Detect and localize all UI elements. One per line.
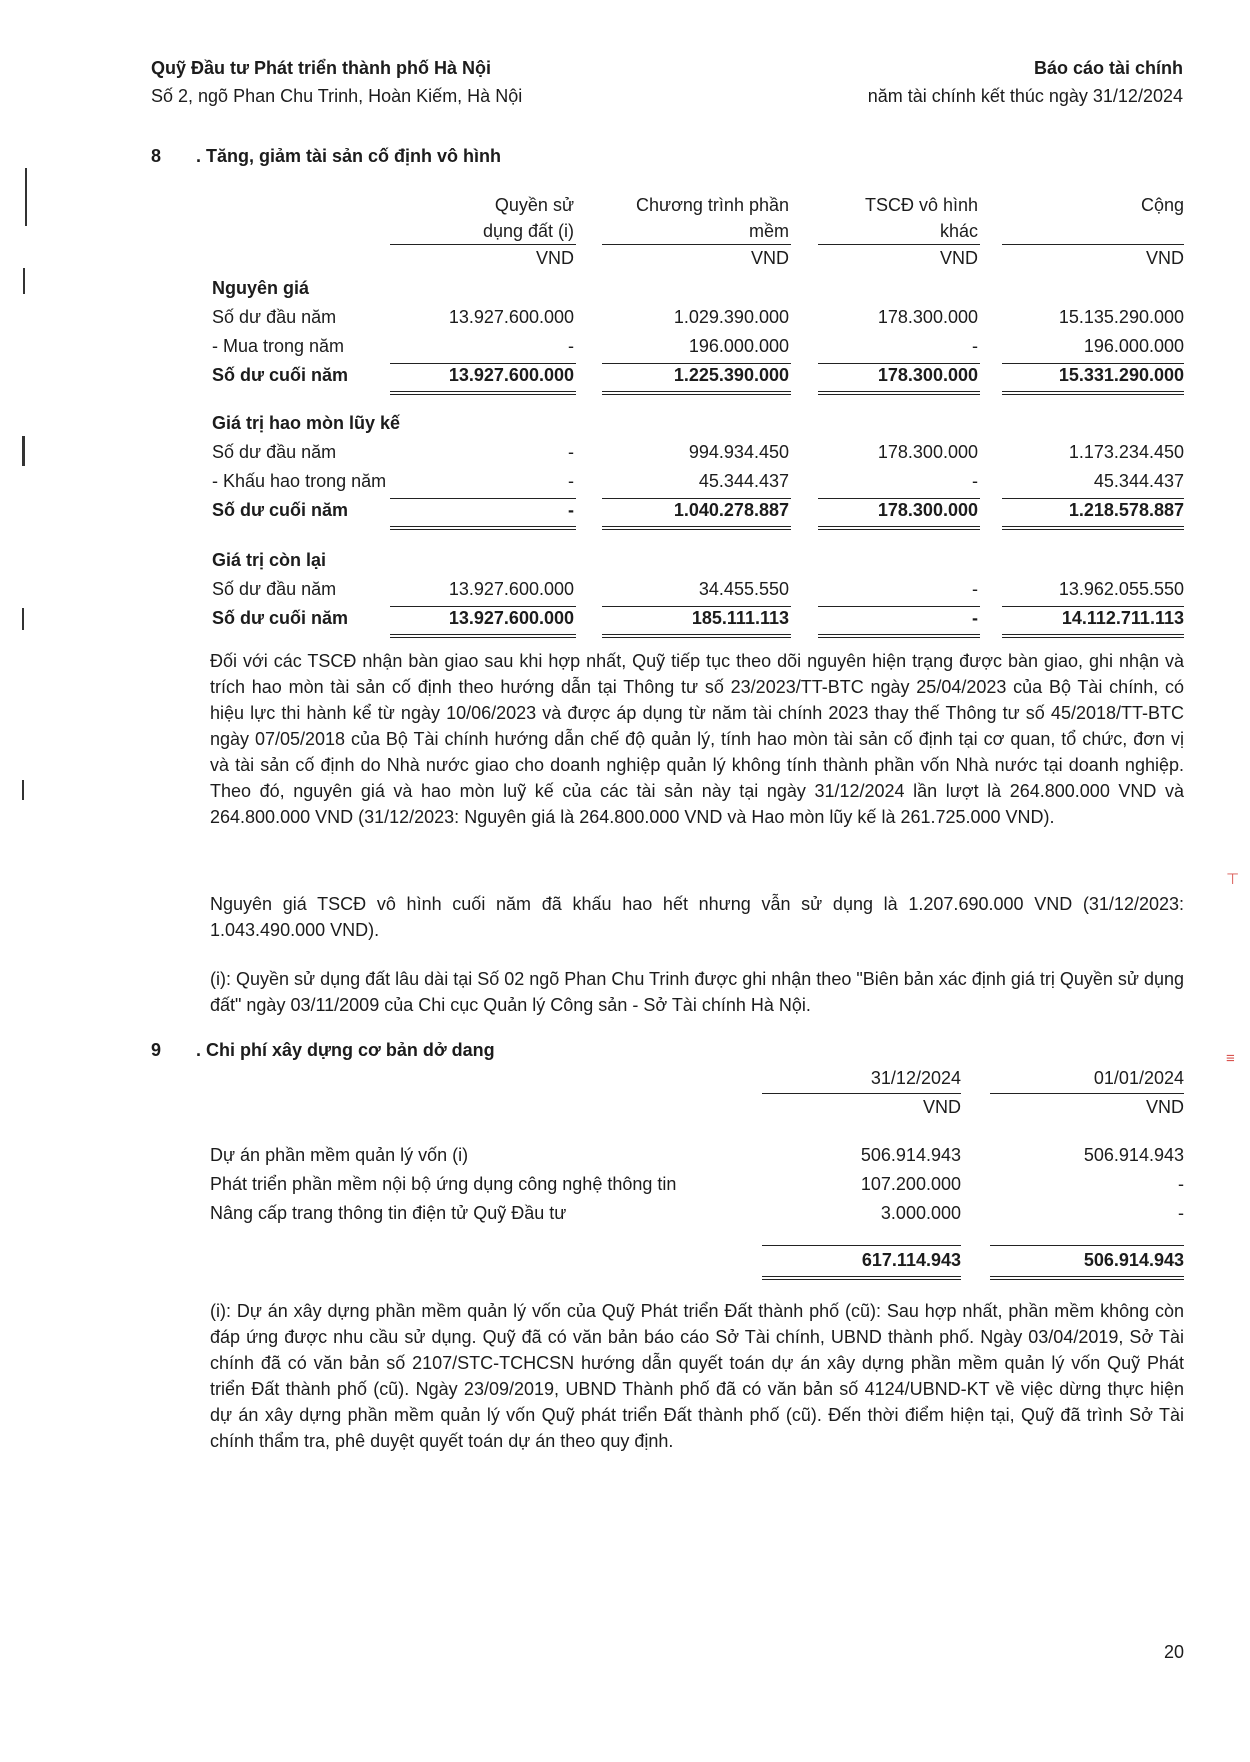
column-header-line1: Quyền sử	[494, 195, 574, 215]
stamp-fragment: ⊤	[1226, 871, 1240, 888]
page-number: 20	[1163, 1642, 1184, 1662]
cell-value: 15.331.290.000	[1058, 365, 1184, 385]
subtotal-rule	[762, 1245, 961, 1246]
cell-value: 34.455.550	[698, 579, 789, 599]
cell-value: 1.225.390.000	[673, 365, 789, 385]
org-name: Quỹ Đầu tư Phát triển thành phố Hà Nội	[151, 58, 492, 78]
column-header-line1: Chương trình phần	[636, 195, 789, 215]
total-value: 506.914.943	[1083, 1250, 1184, 1270]
cell-value: -	[972, 579, 978, 599]
scan-mark	[22, 436, 25, 466]
subtotal-rule	[1002, 606, 1184, 607]
subtotal-rule	[818, 498, 980, 499]
subtotal-rule	[990, 1245, 1184, 1246]
total-double-rule	[818, 391, 980, 395]
section9-number: 9	[151, 1040, 162, 1060]
total-double-rule	[390, 634, 576, 638]
row-label: Số dư đầu năm	[212, 307, 337, 327]
total-double-rule	[602, 634, 791, 638]
row-label: Số dư cuối năm	[212, 365, 349, 385]
row-label: Nâng cấp trang thông tin điện tử Quỹ Đầu tư	[210, 1203, 567, 1223]
total-double-rule	[1002, 526, 1184, 530]
group-title: Giá trị còn lại	[212, 550, 327, 570]
group-title: Giá trị hao mòn lũy kế	[212, 413, 401, 433]
cell-value: 1.029.390.000	[673, 307, 789, 327]
cell-value: 196.000.000	[1083, 336, 1184, 356]
column-header-rule	[602, 244, 791, 245]
section8-paragraph-1: Đối với các TSCĐ nhận bàn giao sau khi hợp nhất, Quỹ tiếp tục theo dõi nguyên hiện trạng được bàn giao, ghi nhận và trích hao mòn tài sản cố định theo hướng dẫn tại Thông tư số 23/2023/TT-BTC ngày 25/04/2023 của Bộ Tài chính, có hiệu lực thi hành kể từ ngày 10/06/2023 và được áp dụng từ năm tài chính 2023 thay thế Thông tư số 45/2018/TT-BTC ngày 07/05/2018 của Bộ Tài chính hướng dẫn chế độ quản lý, tính hao mòn tài sản cố định tại cơ quan, tổ chức, đơn vị và tài sản cố định do Nhà nước giao cho doanh nghiệp quản lý không tính thành phần vốn Nhà nước tại doanh nghiệp. Theo đó, nguyên giá và hao mòn luỹ kế của các tài sản này tại ngày 31/12/2024 lần lượt là 264.800.000 VND và 264.800.000 VND (31/12/2023: Nguyên giá là 264.800.000 VND và Hao mòn lũy kế là 261.725.000 VND).	[210, 651, 1184, 827]
row-label: Số dư đầu năm	[212, 442, 337, 462]
total-double-rule	[390, 391, 576, 395]
column-date: 01/01/2024	[1093, 1068, 1184, 1088]
cell-value: -	[972, 336, 978, 356]
scan-mark	[25, 168, 27, 226]
subtotal-rule	[602, 498, 791, 499]
row-label: - Mua trong năm	[212, 336, 345, 356]
cell-value: 506.914.943	[1083, 1145, 1184, 1165]
cell-value: 13.927.600.000	[448, 608, 574, 628]
cell-value: 14.112.711.113	[1061, 608, 1184, 628]
scan-mark	[23, 268, 25, 294]
subtotal-rule	[390, 498, 576, 499]
column-header-line1: TSCĐ vô hình	[864, 195, 978, 215]
row-label: Số dư cuối năm	[212, 500, 349, 520]
group-title: Nguyên giá	[212, 278, 310, 298]
section8-paragraph-2: Nguyên giá TSCĐ vô hình cuối năm đã khấu hao hết nhưng vẫn sử dụng là 1.207.690.000 VND (31/12/2023: 1.043.490.000 VND).	[210, 894, 1184, 940]
cell-value: 178.300.000	[877, 442, 978, 462]
row-label: Số dư cuối năm	[212, 608, 349, 628]
subtotal-rule	[818, 363, 980, 364]
section8-number: 8	[151, 146, 162, 166]
subtotal-rule	[818, 606, 980, 607]
row-label: - Khấu hao trong năm	[212, 471, 387, 491]
cell-value: 506.914.943	[860, 1145, 961, 1165]
row-label: Số dư đầu năm	[212, 579, 337, 599]
section8-title: . Tăng, giảm tài sản cố định vô hình	[196, 146, 502, 166]
total-double-rule	[1002, 634, 1184, 638]
cell-value: 1.218.578.887	[1068, 500, 1184, 520]
cell-value: -	[568, 471, 574, 491]
cell-value: 1.173.234.450	[1068, 442, 1184, 462]
column-header-line2: khác	[939, 221, 978, 241]
subtotal-rule	[602, 363, 791, 364]
total-double-rule	[602, 391, 791, 395]
scan-mark	[22, 780, 24, 800]
subtotal-rule	[390, 363, 576, 364]
cell-value: 13.962.055.550	[1058, 579, 1184, 599]
cell-value: -	[1178, 1174, 1184, 1194]
cell-value: 45.344.437	[1093, 471, 1184, 491]
cell-value: -	[568, 442, 574, 462]
column-header-line2: dụng đất (i)	[482, 221, 574, 241]
total-double-rule	[602, 526, 791, 530]
total-double-rule	[990, 1276, 1184, 1280]
cell-value: 196.000.000	[688, 336, 789, 356]
cell-value: 107.200.000	[860, 1174, 961, 1194]
cell-value: 994.934.450	[688, 442, 789, 462]
subtotal-rule	[602, 606, 791, 607]
column-header-rule	[1002, 244, 1184, 245]
total-double-rule	[818, 634, 980, 638]
section9-title: . Chi phí xây dựng cơ bản dở dang	[196, 1040, 495, 1060]
total-double-rule	[390, 526, 576, 530]
column-header-rule	[990, 1093, 1184, 1094]
row-label: Phát triển phần mềm nội bộ ứng dụng công nghệ thông tin	[210, 1174, 677, 1194]
total-double-rule	[818, 526, 980, 530]
cell-value: -	[568, 336, 574, 356]
report-period: năm tài chính kết thúc ngày 31/12/2024	[867, 86, 1183, 106]
cell-value: 3.000.000	[880, 1203, 961, 1223]
cell-value: 13.927.600.000	[448, 307, 574, 327]
column-unit: VND	[750, 248, 789, 268]
cell-value: 15.135.290.000	[1058, 307, 1184, 327]
column-date: 31/12/2024	[870, 1068, 961, 1088]
cell-value: 178.300.000	[877, 365, 978, 385]
column-unit: VND	[939, 248, 978, 268]
cell-value: -	[972, 471, 978, 491]
report-title: Báo cáo tài chính	[1033, 58, 1183, 78]
column-header-line2: mềm	[749, 221, 789, 241]
column-header-rule	[390, 244, 576, 245]
column-header-rule	[818, 244, 980, 245]
org-address: Số 2, ngõ Phan Chu Trinh, Hoàn Kiếm, Hà Nội	[151, 86, 523, 106]
cell-value: -	[972, 608, 978, 628]
subtotal-rule	[390, 606, 576, 607]
column-header-line1: Cộng	[1140, 195, 1184, 215]
cell-value: 45.344.437	[698, 471, 789, 491]
column-header-rule	[762, 1093, 961, 1094]
cell-value: 1.040.278.887	[673, 500, 789, 520]
cell-value: -	[568, 500, 574, 520]
cell-value: 13.927.600.000	[448, 579, 574, 599]
total-value: 617.114.943	[861, 1250, 961, 1270]
cell-value: 178.300.000	[877, 307, 978, 327]
cell-value: 178.300.000	[877, 500, 978, 520]
column-unit: VND	[535, 248, 574, 268]
cell-value: 13.927.600.000	[448, 365, 574, 385]
subtotal-rule	[1002, 363, 1184, 364]
scan-mark	[22, 608, 24, 630]
total-double-rule	[762, 1276, 961, 1280]
row-label: Dự án phần mềm quản lý vốn (i)	[210, 1145, 469, 1165]
section9-note: (i): Dự án xây dựng phần mềm quản lý vốn của Quỹ Phát triển Đất thành phố (cũ): Sau hợp nhất, phần mềm không còn đáp ứng được nhu cầu sử dụng. Quỹ đã có văn bản báo cáo Sở Tài chính, UBND thành phố. Ngày 03/04/2019, Sở Tài chính đã có văn bản số 2107/STC-TCHCSN hướng dẫn quyết toán dự án xây dựng phần mềm quản lý vốn Quỹ Phát triển Đất thành phố (cũ). Ngày 23/09/2019, UBND Thành phố đã có văn bản số 4124/UBND-KT về việc dừng thực hiện dự án xây dựng phần mềm quản lý vốn Quỹ phát triển Đất thành phố (cũ). Đến thời điểm hiện tại, Quỹ đã trình Sở Tài chính thẩm tra, phê duyệt quyết toán dự án theo quy định.	[210, 1301, 1184, 1451]
cell-value: -	[1178, 1203, 1184, 1223]
column-unit: VND	[922, 1097, 961, 1117]
total-double-rule	[1002, 391, 1184, 395]
column-unit: VND	[1145, 1097, 1184, 1117]
column-unit: VND	[1145, 248, 1184, 268]
subtotal-rule	[1002, 498, 1184, 499]
cell-value: 185.111.113	[691, 608, 789, 628]
section8-note: (i): Quyền sử dụng đất lâu dài tại Số 02 ngõ Phan Chu Trinh được ghi nhận theo "Biên bản xác định giá trị Quyền sử dụng đất" ngày 03/11/2009 của Chi cục Quản lý Công sản - Sở Tài chính Hà Nội.	[210, 969, 1184, 1015]
stamp-fragment: ≡	[1226, 1050, 1235, 1067]
